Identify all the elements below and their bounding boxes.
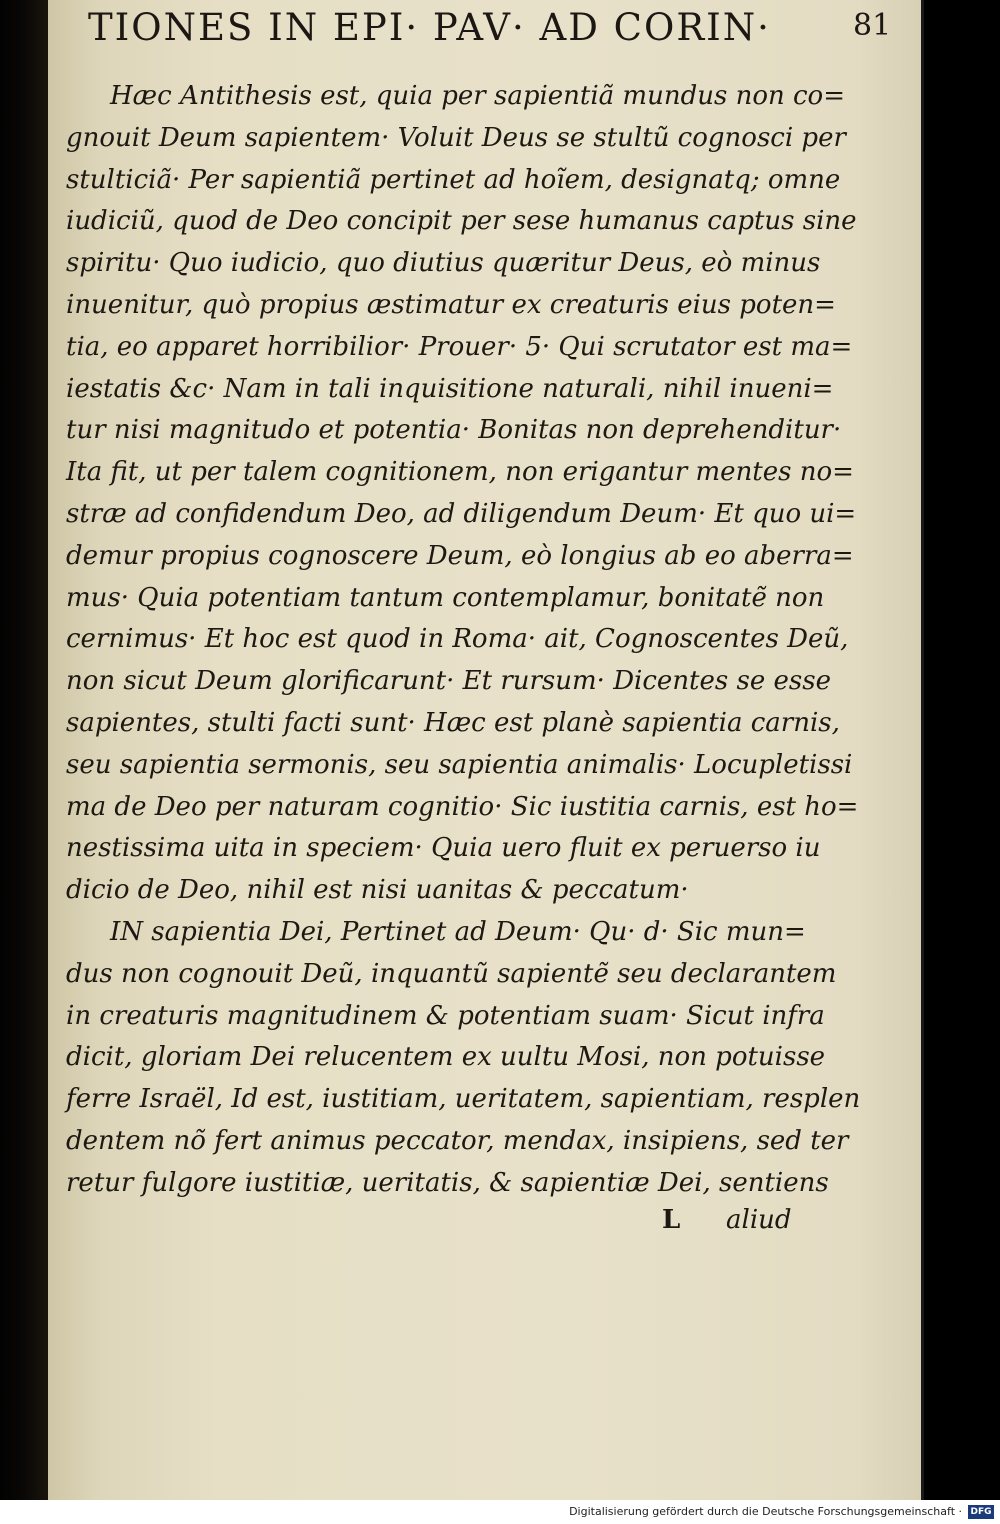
- book-page: [48, 0, 924, 1500]
- text-line: gnouit Deum sapientem· Voluit Deus se stultũ cognosci per: [66, 122, 846, 153]
- page-number: 81: [853, 8, 892, 43]
- body-text: [66, 76, 861, 1205]
- text-line: spiritu· Quo iudicio, quo diutius quæritur Deus, eò minus: [66, 248, 821, 279]
- text-line: iudiciũ, quod de Deo concipit per sese humanus captus sine: [66, 206, 857, 237]
- text-line: sapientes, stulti facti sunt· Hæc est planè sapientia carnis,: [66, 707, 840, 738]
- text-line: stulticiã· Per sapientiã pertinet ad hoĩem, designatq; omne: [66, 164, 841, 195]
- text-line: inuenitur, quò propius æstimatur ex creaturis eius poten=: [66, 289, 836, 320]
- text-line: Ita fit, ut per talem cognitionem, non erigantur mentes no=: [66, 457, 854, 488]
- text-line: iestatis &c· Nam in tali inquisitione naturali, nihil inueni=: [66, 373, 834, 404]
- text-line: tur nisi magnitudo et potentia· Bonitas non deprehenditur·: [66, 415, 842, 446]
- text-line: retur fulgore iustitiæ, ueritatis, & sapientiæ Dei, sentiens: [66, 1167, 829, 1198]
- signature-mark: L: [662, 1205, 681, 1235]
- text-line: nestissima uita in speciem· Quia uero fluit ex peruerso iu: [66, 833, 821, 864]
- text-line: ferre Israël, Id est, iustitiam, ueritatem, sapientiam, resplen: [66, 1084, 861, 1115]
- digitization-footer: [0, 1500, 1000, 1524]
- text-line: ma de Deo per naturam cognitio· Sic iustitia carnis, est ho=: [66, 791, 859, 822]
- text-line: dus non cognouit Deũ, inquantũ sapientẽ seu declarantem: [66, 958, 837, 989]
- catchword: aliud: [726, 1205, 792, 1235]
- text-line: dicio de Deo, nihil est nisi uanitas & peccatum·: [66, 875, 689, 906]
- text-line: mus· Quia potentiam tantum contemplamur, bonitatẽ non: [66, 582, 825, 613]
- page-foot: [66, 1205, 826, 1247]
- text-line: in creaturis magnitudinem & potentiam suam· Sicut infra: [66, 1000, 825, 1031]
- text-line: demur propius cognoscere Deum, eò longius ab eo aberra=: [66, 540, 854, 571]
- text-line: seu sapientia sermonis, seu sapientia animalis· Locupletissi: [66, 749, 853, 780]
- text-line: tia, eo apparet horribilior· Prouer· 5· Qui scrutator est ma=: [66, 331, 853, 362]
- text-line: IN sapientia Dei, Pertinet ad Deum· Qu· d· Sic mun=: [110, 916, 806, 947]
- dfg-logo-icon: DFG: [968, 1505, 994, 1519]
- running-title: TIONES IN EPI· PAV· AD CORIN·: [88, 6, 771, 49]
- text-line: dicit, gloriam Dei relucentem ex uultu Mosi, non potuisse: [66, 1042, 826, 1073]
- text-line: dentem nõ fert animus peccator, mendax, insipiens, sed ter: [66, 1125, 849, 1156]
- text-line: cernimus· Et hoc est quod in Roma· ait, Cognoscentes Deũ,: [66, 624, 849, 655]
- text-line: non sicut Deum glorificarunt· Et rursum· Dicentes se esse: [66, 666, 831, 697]
- funding-credit: Digitalisierung gefördert durch die Deutsche Forschungsgemeinschaft ·: [569, 1505, 962, 1518]
- text-line: stræ ad confidendum Deo, ad diligendum Deum· Et quo ui=: [66, 498, 857, 529]
- scan-background-right: [924, 0, 1000, 1500]
- text-line: Hæc Antithesis est, quia per sapientiã mundus non co=: [110, 81, 845, 111]
